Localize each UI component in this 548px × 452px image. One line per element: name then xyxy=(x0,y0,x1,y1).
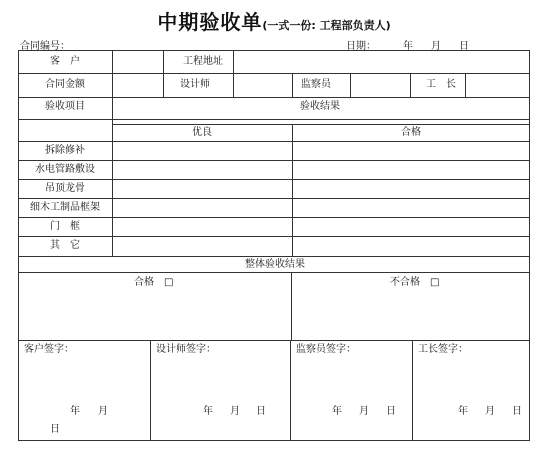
client-field[interactable] xyxy=(114,53,162,72)
overall-unqualified-checkbox[interactable]: 不合格 □ xyxy=(390,277,440,288)
client-sign-day: 日 xyxy=(50,424,60,435)
date-month: 月 xyxy=(431,41,441,52)
client-label: 客 户 xyxy=(50,56,80,67)
supervisor-sign-day: 日 xyxy=(386,406,396,417)
overall-qualified-checkbox[interactable]: 合格 □ xyxy=(134,277,174,288)
supervisor-signature-label: 监察员签字： xyxy=(296,344,356,355)
designer-label: 设计师 xyxy=(180,79,210,90)
results-header: 验收结果 xyxy=(300,101,340,112)
inspection-item: 水电管路敷设 xyxy=(35,164,95,175)
supervisor-sign-month: 月 xyxy=(359,406,369,417)
client-sign-month: 月 xyxy=(98,406,108,417)
supervisor-field[interactable] xyxy=(352,75,409,96)
foreman-sign-day: 日 xyxy=(512,406,522,417)
date-day: 日 xyxy=(459,41,469,52)
client-sign-year: 年 xyxy=(70,406,80,417)
site-label: 工程地址 xyxy=(183,56,223,67)
amount-label: 合同金额 xyxy=(45,79,85,90)
excellent-header: 优良 xyxy=(192,127,212,138)
site-field[interactable] xyxy=(235,53,528,72)
foreman-field[interactable] xyxy=(467,75,528,96)
inspection-item: 细木工制品框架 xyxy=(30,202,100,213)
foreman-sign-year: 年 xyxy=(458,406,468,417)
inspection-item: 吊顶龙骨 xyxy=(45,183,85,194)
date-label: 日期： xyxy=(346,41,376,52)
foreman-signature-label: 工长签字： xyxy=(418,344,468,355)
supervisor-label: 监察员 xyxy=(301,79,331,90)
inspection-item: 拆除修补 xyxy=(45,145,85,156)
designer-sign-month: 月 xyxy=(230,406,240,417)
foreman-sign-month: 月 xyxy=(485,406,495,417)
inspection-item: 其 它 xyxy=(50,240,80,251)
supervisor-sign-year: 年 xyxy=(332,406,342,417)
overall-header: 整体验收结果 xyxy=(245,259,305,270)
designer-field[interactable] xyxy=(235,75,291,96)
qualified-header: 合格 xyxy=(401,127,421,138)
title-subtitle: (一式一份: 工程部负责人) xyxy=(262,19,391,32)
foreman-label: 工 长 xyxy=(426,79,456,90)
designer-sign-day: 日 xyxy=(256,406,266,417)
inspection-item: 门 框 xyxy=(50,221,80,232)
client-signature-label: 客户签字： xyxy=(24,344,74,355)
amount-field[interactable] xyxy=(114,75,162,96)
date-year: 年 xyxy=(403,41,413,52)
designer-sign-year: 年 xyxy=(203,406,213,417)
designer-signature-label: 设计师签字： xyxy=(156,344,216,355)
title-main: 中期验收单 xyxy=(157,10,263,34)
items-header: 验收项目 xyxy=(45,101,85,112)
contract-no-label: 合同编号： xyxy=(20,41,70,52)
